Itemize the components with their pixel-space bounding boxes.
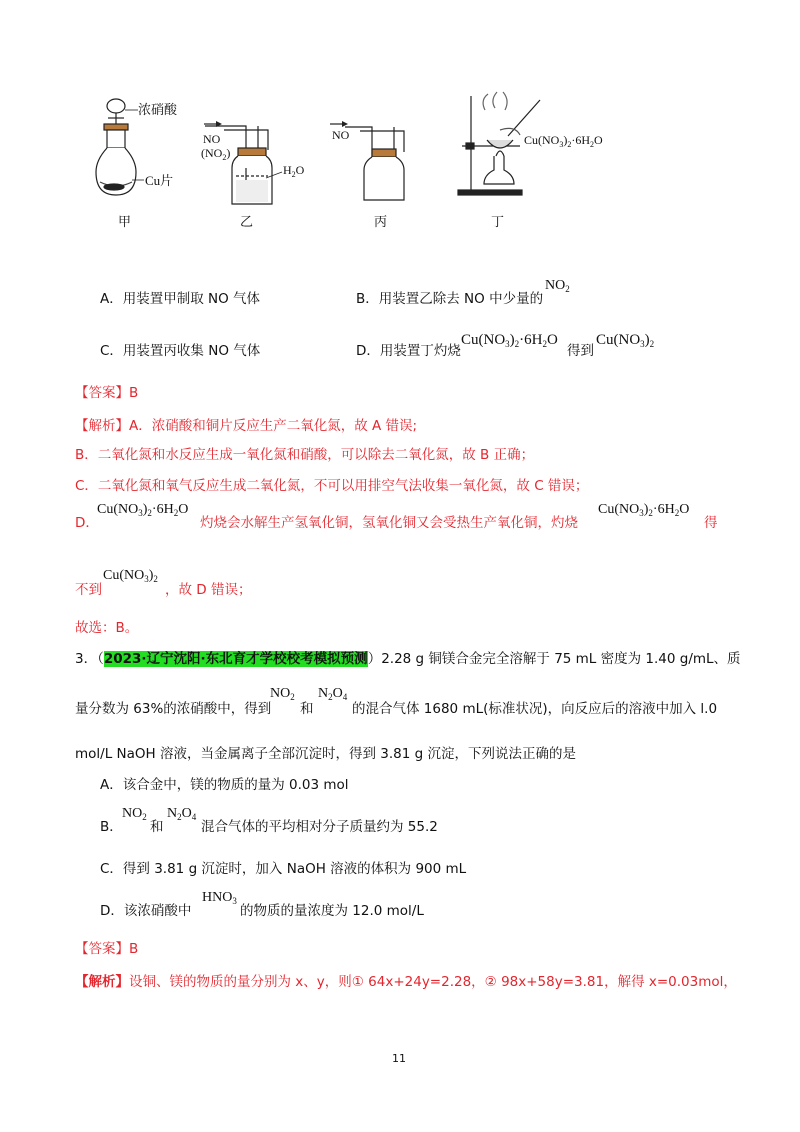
q2-answer: 【答案】B xyxy=(75,385,139,401)
q3-stem-line-1: 3．（2023·辽宁沈阳·东北育才学校校考模拟预测）2.28 g 铜镁合金完全溶解于 75 mL 密度为 1.40 g/mL、质 xyxy=(75,651,741,667)
apparatus-figure xyxy=(0,0,800,240)
q2-option-d-yields: 得到 xyxy=(567,343,594,359)
q3-analysis-label: 【解析】 xyxy=(75,974,129,990)
analysis-text: A．浓硝酸和铜片反应生产二氧化氮，故 A 错误; xyxy=(129,418,418,434)
q3-stem-and: 和 xyxy=(300,701,314,717)
label-no2-yi: $(NO_2)$ xyxy=(201,146,231,162)
q2-analysis-line-2: B．二氧化氮和水反应生成一氧化氮和硝酸，可以除去二氧化氮，故 B 正确； xyxy=(75,447,535,463)
analysis-label: 【解析】 xyxy=(75,418,129,434)
q2-option-a: A．用装置甲制取 NO 气体 xyxy=(100,291,261,307)
q3-stem-formula-no2: $NO_2$ xyxy=(270,686,295,702)
q3-source-tag: 2023·辽宁沈阳·东北育才学校校考模拟预测 xyxy=(103,651,368,667)
q2-analysis-line-5-prefix: 不到 xyxy=(75,582,102,598)
q2-analysis-line-4-mid: 灼烧会水解生产氢氧化铜，氢氧化铜又会受热生产氧化铜，灼烧 xyxy=(200,515,578,531)
caption-yi: 乙 xyxy=(240,214,254,229)
q2-analysis-line-3: C．二氧化氮和氧气反应生成二氧化氮，不可以用排空气法收集一氧化氮，故 C 错误； xyxy=(75,478,589,494)
q2-option-d-formula-1: $Cu(NO_3)_2\cdot 6H_2O$ xyxy=(461,332,558,349)
q3-option-b-and: 和 xyxy=(150,819,164,835)
label-concentrated-nitric-acid: 浓硝酸 xyxy=(138,102,178,117)
label-no-input-yi: NO xyxy=(203,132,221,146)
q3-option-b-prefix: B． xyxy=(100,819,123,835)
q3-stem-line-2a: 量分数为 63%的浓硝酸中，得到 xyxy=(75,701,272,717)
q3-stem-line-2c: 的混合气体 1680 mL(标准状况)，向反应后的溶液中加入 l.0 xyxy=(352,701,718,717)
q3-option-b-formula-n2o4: $N_2O_4$ xyxy=(167,806,197,822)
q2-conclusion: 故选：B。 xyxy=(75,620,139,636)
q2-option-b: B．用装置乙除去 NO 中少量的 xyxy=(356,291,544,307)
caption-bing: 丙 xyxy=(374,214,388,229)
apparatus-jia xyxy=(96,99,144,195)
q3-option-d-prefix: D．该浓硝酸中 xyxy=(100,903,192,919)
label-copper-nitrate-hexahydrate: $Cu(NO_3)_2\cdot 6H_2O$ xyxy=(524,133,603,149)
q3-stem-formula-n2o4: $N_2O_4$ xyxy=(318,686,348,702)
label-no-input-bing: NO xyxy=(332,128,350,142)
q3-option-b-formula-no2: $NO_2$ xyxy=(122,806,147,822)
label-h2o-yi: $H_2O$ xyxy=(283,163,305,179)
q2-analysis-line-4-suffix: 得 xyxy=(704,515,718,531)
q2-analysis-line-1 xyxy=(75,417,417,435)
q3-stem-line-3: mol/L NaOH 溶液，当金属离子全部沉淀时，得到 3.81 g 沉淀，下列说法正确的是 xyxy=(75,746,576,762)
q3-analysis-text: 设铜、镁的物质的量分别为 x、y，则① 64x+24y=2.28，② 98x+58y=3.81，解得 x=0.03mol， xyxy=(129,974,737,990)
q3-stem-1: 2.28 g 铜镁合金完全溶解于 75 mL 密度为 1.40 g/mL、质 xyxy=(381,651,741,667)
q3-answer: 【答案】B xyxy=(75,941,139,957)
q3-option-a: A．该合金中，镁的物质的量为 0.03 mol xyxy=(100,777,349,793)
q2-analysis-formula-2: $Cu(NO_3)_2\cdot 6H_2O$ xyxy=(598,502,690,518)
page-number: 11 xyxy=(392,1052,406,1065)
caption-jia: 甲 xyxy=(118,214,132,229)
q2-option-d-formula-2: $Cu(NO_3)_2$ xyxy=(596,332,655,349)
q3-option-c: C．得到 3.81 g 沉淀时，加入 NaOH 溶液的体积为 900 mL xyxy=(100,861,467,877)
q3-option-b-suffix: 混合气体的平均相对分子质量约为 55.2 xyxy=(201,819,438,835)
q2-analysis-line-4-prefix: D． xyxy=(75,515,99,531)
q2-option-b-formula: $NO_2$ xyxy=(545,278,570,294)
q2-analysis-formula-1: $Cu(NO_3)_2\cdot 6H_2O$ xyxy=(97,502,189,518)
q3-option-d-suffix: 的物质的量浓度为 12.0 mol/L xyxy=(240,903,424,919)
label-cu-piece: Cu片 xyxy=(145,173,174,188)
q2-option-c: C．用装置丙收集 NO 气体 xyxy=(100,343,261,359)
q3-option-d-formula-hno3: $HNO_3$ xyxy=(202,890,237,906)
caption-ding: 丁 xyxy=(491,214,505,229)
apparatus-bing xyxy=(345,127,404,200)
q2-option-d-label: D．用装置丁灼烧 xyxy=(356,343,461,359)
q3-analysis-line-1 xyxy=(75,973,737,991)
q2-analysis-formula-3: $Cu(NO_3)_2$ xyxy=(103,568,158,584)
q2-analysis-line-5-suffix: ，故 D 错误； xyxy=(165,582,252,598)
q3-number: 3． xyxy=(75,651,98,667)
